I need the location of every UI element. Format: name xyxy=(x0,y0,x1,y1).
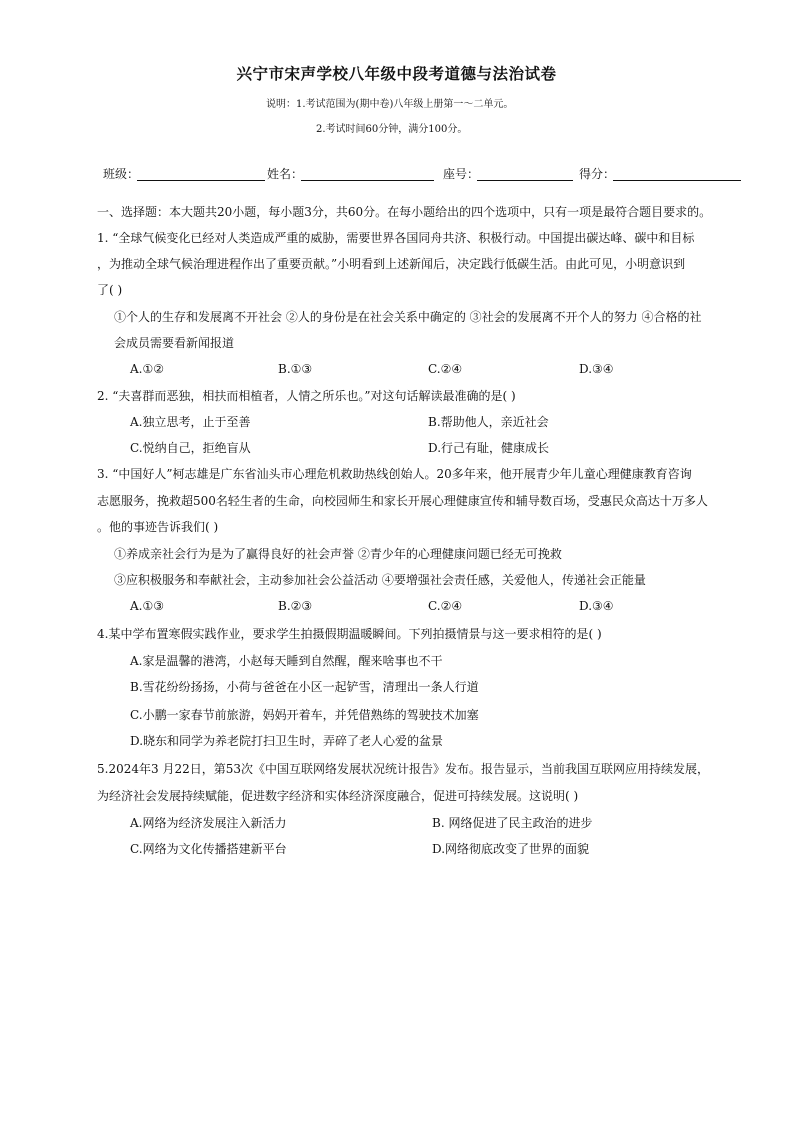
exam-note-time: 2.考试时间60分钟，满分100分。 xyxy=(316,124,468,135)
section-heading: 一、选择题：本大题共20小题，每小题3分，共60分。在每小题给出的四个选项中，只有一项是最符合题目要求的。 xyxy=(97,205,712,219)
option-d[interactable]: D.晓东和同学为养老院打扫卫生时，弄碎了老人心爱的盆景 xyxy=(130,734,444,748)
option-b[interactable]: B.雪花纷纷扬扬，小荷与爸爸在小区一起铲雪，清理出一条人行道 xyxy=(130,680,479,694)
option-a[interactable]: A.①③ xyxy=(130,599,164,613)
question-stem-line: 。他的事迹告诉我们( ) xyxy=(97,520,219,534)
question-stem-line: 5.2024年3 月22日，第53次《中国互联网络发展状况统计报告》发布。报告显示，当前我国互联网应用持续发展， xyxy=(97,762,709,776)
question-stem-line: ，为推动全球气候治理进程作出了重要贡献。”小明看到上述新闻后，决定践行低碳生活。由此可见，小明意识到 xyxy=(97,257,686,271)
option-a[interactable]: A.独立思考，止于至善 xyxy=(130,415,251,429)
score-label: 得分： xyxy=(579,167,616,181)
question-statement: ①个人的生存和发展离不开社会 ②人的身份是在社会关系中确定的 ③社会的发展离不开个人的努力 ④合格的社 xyxy=(114,310,702,324)
question-stem-line: 2. “夫喜群而恶独，相扶而相植者，人情之所乐也。”对这句话解读最准确的是( ) xyxy=(97,389,516,403)
seat-label: 座号： xyxy=(443,167,480,181)
seat-blank[interactable] xyxy=(477,180,573,181)
option-c[interactable]: C.网络为文化传播搭建新平台 xyxy=(130,842,287,856)
name-label: 姓名： xyxy=(267,167,304,181)
option-b[interactable]: B.①③ xyxy=(278,362,313,376)
student-info-row xyxy=(103,165,743,185)
option-b[interactable]: B. 网络促进了民主政治的进步 xyxy=(432,816,593,830)
option-b[interactable]: B.帮助他人，亲近社会 xyxy=(428,415,549,429)
question-stem-line: 了( ) xyxy=(97,283,123,297)
question-statement: ①养成亲社会行为是为了赢得良好的社会声誉 ②青少年的心理健康问题已经无可挽救 xyxy=(114,547,562,561)
option-a[interactable]: A.家是温馨的港湾，小赵每天睡到自然醒，醒来啥事也不干 xyxy=(130,654,443,668)
question-statement: 会成员需要看新闻报道 xyxy=(114,336,235,350)
question-stem-line: 4.某中学布置寒假实践作业，要求学生拍摄假期温暖瞬间。下列拍摄情景与这一要求相符的是( ) xyxy=(97,627,602,641)
option-d[interactable]: D.③④ xyxy=(579,362,614,376)
exam-note-scope: 说明：1.考试范围为(期中卷)八年级上册第一～二单元。 xyxy=(266,99,514,110)
option-d[interactable]: D.③④ xyxy=(579,599,614,613)
option-a[interactable]: A.①② xyxy=(130,362,164,376)
option-c[interactable]: C.②④ xyxy=(428,362,463,376)
option-a[interactable]: A.网络为经济发展注入新活力 xyxy=(130,816,287,830)
question-stem-line: 1. “全球气候变化已经对人类造成严重的威胁，需要世界各国同舟共济、积极行动。中国提出碳达峰、碳中和目标 xyxy=(97,231,695,245)
question-statement: ③应积极服务和奉献社会，主动参加社会公益活动 ④要增强社会责任感，关爱他人，传递社会正能量 xyxy=(114,573,646,587)
question-stem-line: 3. “中国好人”柯志雄是广东省汕头市心理危机救助热线创始人。20多年来，他开展青少年儿童心理健康教育咨询 xyxy=(97,467,692,481)
name-blank[interactable] xyxy=(301,180,434,181)
option-d[interactable]: D.网络彻底改变了世界的面貌 xyxy=(432,842,590,856)
score-blank[interactable] xyxy=(613,180,741,181)
exam-title: 兴宁市宋声学校八年级中段考道德与法治试卷 xyxy=(236,65,557,83)
option-c[interactable]: C.小鹏一家春节前旅游，妈妈开着车，并凭借熟练的驾驶技术加塞 xyxy=(130,708,479,722)
class-label: 班级： xyxy=(103,167,140,181)
option-b[interactable]: B.②③ xyxy=(278,599,313,613)
option-c[interactable]: C.悦纳自己，拒绝盲从 xyxy=(130,441,251,455)
question-stem-line: 为经济社会发展持续赋能，促进数字经济和实体经济深度融合，促进可持续发展。这说明( ) xyxy=(97,789,579,803)
question-stem-line: 志愿服务，挽救超500名轻生者的生命，向校园师生和家长开展心理健康宣传和辅导数百场，受惠民众高达十万多人 xyxy=(97,494,708,508)
option-c[interactable]: C.②④ xyxy=(428,599,463,613)
class-blank[interactable] xyxy=(137,180,265,181)
option-d[interactable]: D.行己有耻，健康成长 xyxy=(428,441,550,455)
